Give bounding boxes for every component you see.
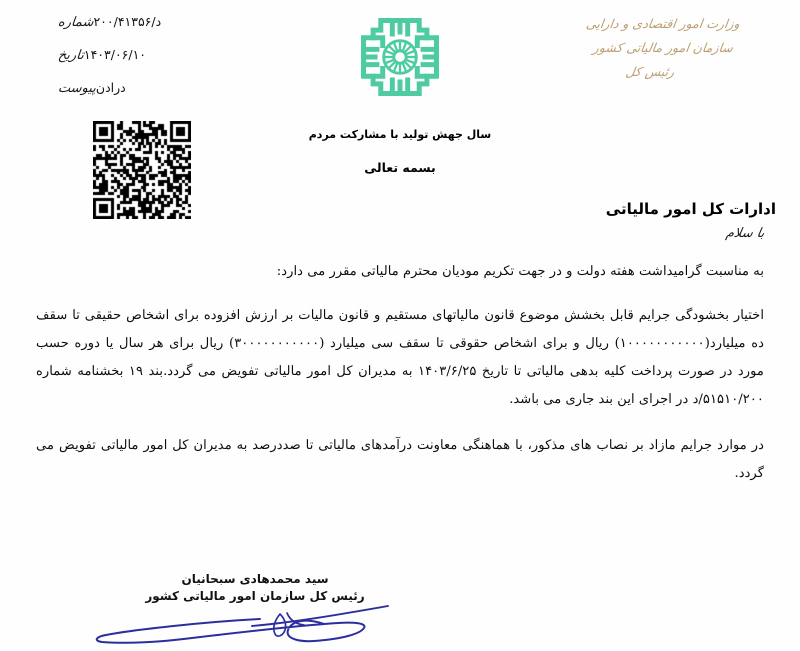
body-paragraph-2: در موارد جرایم مازاد بر نصاب های مذکور، با هماهنگی معاونت درآمدهای مالیاتی تا صددرصد به مدیران کل امور مالیاتی تفویض می گردد. xyxy=(36,438,764,481)
meta-label-tarikh: تاریخ xyxy=(57,48,85,63)
letterhead-ministry: وزارت امور اقتصادی و دارایی xyxy=(585,16,741,31)
meta-value-shomare: ۲۰۰/۴۱۳۵۶/د xyxy=(93,14,162,29)
body-paragraph-1: اختیار بخشودگی جرایم قابل بخشش موضوع قانون مالیاتهای مستقیم و قانون مالیات بر ارزش افزوده برای اشخاص حقیقی تا سقف ده میلیارد(۱۰۰۰۰۰۰۰۰۰۰۰) ریال و برای اشخاص حقوقی تا سقف سی میلیارد (۳۰۰۰۰۰۰۰۰۰۰۰) ریال برای هر سال یا دوره حسب مورد در صورت پرداخت کلیه بدهی مالیاتی تا تاریخ ۱۴۰۳/۶/۲۵ به مدیران کل امور مالیاتی تفویض می گردد.بند ۱۹ بخشنامه شماره ۵۱۵۱۰/۲۰۰/د در اجرای این بند جاری می باشد. xyxy=(36,308,764,407)
signatory-name: سید محمدهادی سبحانیان xyxy=(181,572,329,586)
meta-label-shomare: شماره xyxy=(57,15,95,30)
meta-row-peyvast xyxy=(52,80,302,113)
meta-row-shomare xyxy=(52,14,302,47)
basmala-invocation: بسمه تعالی xyxy=(364,160,436,175)
meta-label-peyvast: پیوست xyxy=(57,81,97,96)
letterhead-role: رئیس کل xyxy=(624,63,676,79)
organization-emblem-icon xyxy=(352,8,448,106)
dotted-rule xyxy=(52,106,302,107)
addressee-recipient: ادارات کل امور مالیاتی xyxy=(605,200,776,218)
signature-block xyxy=(110,572,400,603)
meta-value-peyvast: ندارد xyxy=(95,80,126,95)
document-body xyxy=(36,258,764,488)
signatory-title: رئیس کل سازمان امور مالیاتی کشور xyxy=(145,589,365,603)
dotted-rule xyxy=(52,73,302,74)
meta-row-tarikh xyxy=(52,47,302,80)
greeting-line: با سلام xyxy=(724,226,766,241)
body-intro-paragraph: به مناسبت گرامیداشت هفته دولت و در جهت تکریم مودیان محترم مالیاتی مقرر می دارد: xyxy=(276,264,764,279)
meta-value-tarikh: ۱۴۰۳/۰۶/۱۰ xyxy=(83,47,147,62)
header-meta-fields xyxy=(52,14,302,113)
year-slogan: سال جهش تولید با مشارکت مردم xyxy=(308,128,492,141)
document-header xyxy=(0,0,800,118)
dotted-rule xyxy=(52,40,302,41)
ministry-letterhead xyxy=(548,12,778,83)
letterhead-organization: سازمان امور مالیاتی کشور xyxy=(591,39,735,55)
